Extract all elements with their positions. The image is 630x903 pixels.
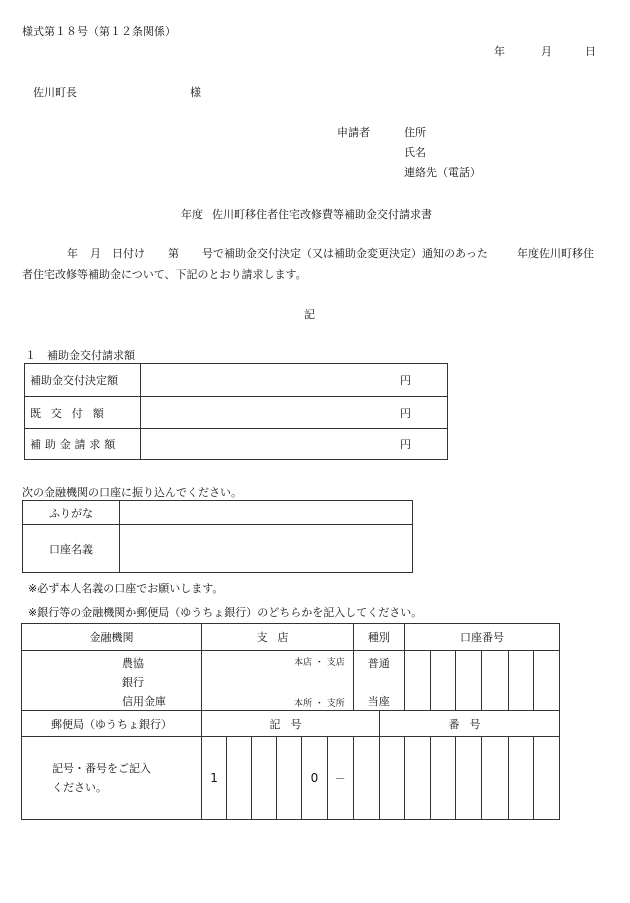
post-instruction-line2: ください。 <box>52 781 107 794</box>
number-digit-2[interactable] <box>379 737 404 820</box>
account-name-table <box>22 500 413 573</box>
account-digit-1[interactable] <box>405 651 431 711</box>
form-number: 様式第１８号（第１２条関係） <box>22 25 176 38</box>
account-type-current: 当座 <box>367 695 390 708</box>
symbol-digit-2[interactable] <box>227 737 252 820</box>
amount-label-paid: 既交付額 <box>25 397 141 429</box>
number-digit-7[interactable] <box>508 737 533 820</box>
applicant-contact-label: 連絡先（電話） <box>404 166 481 179</box>
addressee-name: 佐川町長 <box>33 86 77 99</box>
date-month-label: 月 <box>541 45 552 58</box>
post-office-label: 郵便局（ゆうちょ銀行） <box>22 711 202 737</box>
number-digit-3[interactable] <box>405 737 431 820</box>
account-digit-3[interactable] <box>456 651 482 711</box>
amount-table <box>24 363 448 460</box>
account-digit-5[interactable] <box>508 651 533 711</box>
body-notice-text: 号で補助金交付決定（又は補助金変更決定）通知のあった <box>202 247 488 260</box>
branch-options-top: 本店 ・ 支店 <box>294 658 345 668</box>
header-type: 種別 <box>353 624 404 651</box>
transfer-instruction: 次の金融機関の口座に振り込んでください。 <box>22 486 242 499</box>
note-bank-or-post: ※銀行等の金融機関か郵便局（ゆうちょ銀行）のどちらかを記入してください。 <box>28 606 423 619</box>
symbol-digit-1: 1 <box>202 737 227 820</box>
account-digit-6[interactable] <box>533 651 559 711</box>
ki-marker: 記 <box>304 308 315 321</box>
post-instruction-line1: 記号・番号をご記入 <box>52 762 151 775</box>
account-name-label: 口座名義 <box>23 525 120 573</box>
addressee-honorific: 様 <box>190 86 201 99</box>
applicant-label: 申請者 <box>337 126 370 139</box>
symbol-digit-5: 0 <box>302 737 327 820</box>
account-digit-2[interactable] <box>431 651 456 711</box>
amount-unit-decided: 円 <box>141 364 448 397</box>
branch-options-bottom: 本所 ・ 支所 <box>294 699 345 709</box>
furigana-label: ふりがな <box>23 501 120 525</box>
account-type-cell[interactable] <box>353 651 404 711</box>
header-institution: 金融機関 <box>22 624 202 651</box>
number-digit-5[interactable] <box>456 737 482 820</box>
symbol-digit-4[interactable] <box>277 737 302 820</box>
body-year: 年 <box>67 247 78 260</box>
section1-heading: １ 補助金交付請求額 <box>25 349 135 362</box>
account-type-ordinary: 普通 <box>367 657 390 670</box>
amount-label-request: 補助金請求額 <box>25 429 141 460</box>
account-digit-4[interactable] <box>482 651 508 711</box>
document-title: 佐川町移住者住宅改修費等補助金交付請求書 <box>212 208 432 221</box>
body-dated: 日付け <box>112 247 145 260</box>
institution-nokyo: 農協 <box>122 657 144 670</box>
bank-table <box>21 623 560 820</box>
number-digit-1[interactable] <box>353 737 379 820</box>
amount-unit-paid: 円 <box>141 397 448 429</box>
body-fiscal-year: 年度佐川町移住 <box>517 247 594 260</box>
institution-type-cell <box>22 651 202 711</box>
body-line2: 者住宅改修等補助金について、下記のとおり請求します。 <box>22 268 307 281</box>
symbol-digit-3[interactable] <box>252 737 277 820</box>
header-account-number: 口座番号 <box>405 624 560 651</box>
account-name-field[interactable] <box>120 525 413 573</box>
amount-unit-request: 円 <box>141 429 448 460</box>
body-month: 月 <box>90 247 101 260</box>
header-branch: 支店 <box>202 624 354 651</box>
applicant-name-label: 氏名 <box>404 146 426 159</box>
institution-bank: 銀行 <box>122 676 144 689</box>
title-year-label: 年度 <box>181 208 203 221</box>
applicant-address-label: 住所 <box>404 126 426 139</box>
number-digit-8[interactable] <box>533 737 559 820</box>
furigana-field[interactable] <box>120 501 413 525</box>
date-day-label: 日 <box>585 45 596 58</box>
symbol-dash: － <box>327 737 353 820</box>
post-instruction-cell <box>22 737 202 820</box>
institution-shinkin: 信用金庫 <box>122 695 166 708</box>
post-symbol-header: 記号 <box>202 711 380 737</box>
body-number-prefix: 第 <box>168 247 179 260</box>
number-digit-6[interactable] <box>482 737 508 820</box>
branch-cell[interactable] <box>202 651 354 711</box>
amount-label-decided: 補助金交付決定額 <box>25 364 141 397</box>
post-number-header: 番号 <box>379 711 559 737</box>
number-digit-4[interactable] <box>431 737 456 820</box>
note-own-account: ※必ず本人名義の口座でお願いします。 <box>28 582 224 595</box>
date-year-label: 年 <box>494 45 505 58</box>
